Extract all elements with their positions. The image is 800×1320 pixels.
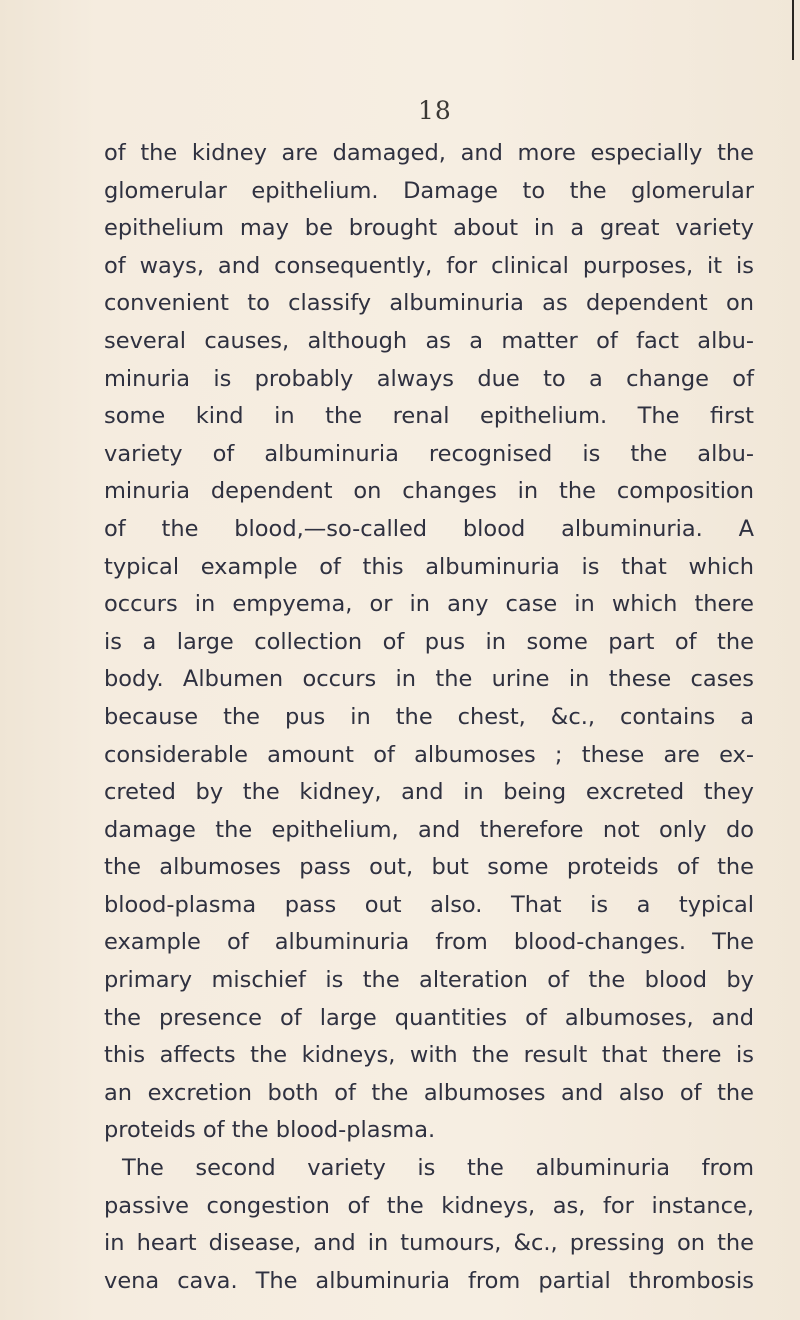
text-line: an excretion both of the albumoses and also of the [104, 1079, 754, 1106]
text-line: this affects the kidneys, with the result that there is [104, 1042, 754, 1069]
body-text [104, 135, 754, 1300]
text-line: considerable amount of albumoses ; these are ex- [104, 741, 754, 768]
text-line: the albumoses pass out, but some proteids of the [104, 854, 754, 881]
text-line: some kind in the renal epithelium. The first [104, 403, 754, 430]
text-line: of the blood,—so-called blood albuminuria. A [104, 515, 754, 542]
text-line: damage the epithelium, and therefore not only do [104, 816, 754, 843]
text-line: glomerular epithelium. Damage to the glomerular [104, 177, 754, 204]
text-line: is a large collection of pus in some part of the [104, 628, 754, 655]
text-line: minuria dependent on changes in the composition [104, 478, 754, 505]
text-line: creted by the kidney, and in being excreted they [104, 779, 754, 806]
text-line: occurs in empyema, or in any case in which there [104, 591, 754, 618]
text-line: variety of albuminuria recognised is the albu- [104, 440, 754, 467]
text-line: several causes, although as a matter of fact albu- [104, 327, 754, 354]
text-line: proteids of the blood-plasma. [104, 1117, 436, 1144]
page-number: 18 [418, 96, 452, 125]
text-line: example of albuminuria from blood-changes. The [104, 929, 754, 956]
text-line: of ways, and consequently, for clinical purposes, it is [104, 252, 754, 279]
text-line: epithelium may be brought about in a great variety [104, 215, 754, 242]
text-line: of the kidney are damaged, and more especially the [104, 140, 754, 166]
text-line: because the pus in the chest, &c., contains a [104, 703, 754, 730]
text-line: blood-plasma pass out also. That is a typical [104, 891, 754, 918]
page-edge-line [792, 0, 794, 60]
text-line: primary mischief is the alteration of the blood by [104, 967, 754, 994]
text-line: The second variety is the albuminuria from [122, 1155, 754, 1182]
text-line: in heart disease, and in tumours, &c., pressing on the [104, 1230, 754, 1257]
text-line: minuria is probably always due to a change of [104, 365, 754, 392]
text-line: vena cava. The albuminuria from partial thrombosis [104, 1267, 754, 1294]
text-line: passive congestion of the kidneys, as, for instance, [104, 1192, 754, 1219]
text-line: typical example of this albuminuria is that which [104, 553, 754, 580]
text-line: body. Albumen occurs in the urine in these cases [104, 666, 754, 693]
text-line: convenient to classify albuminuria as dependent on [104, 290, 754, 317]
text-line: the presence of large quantities of albumoses, and [104, 1004, 754, 1031]
